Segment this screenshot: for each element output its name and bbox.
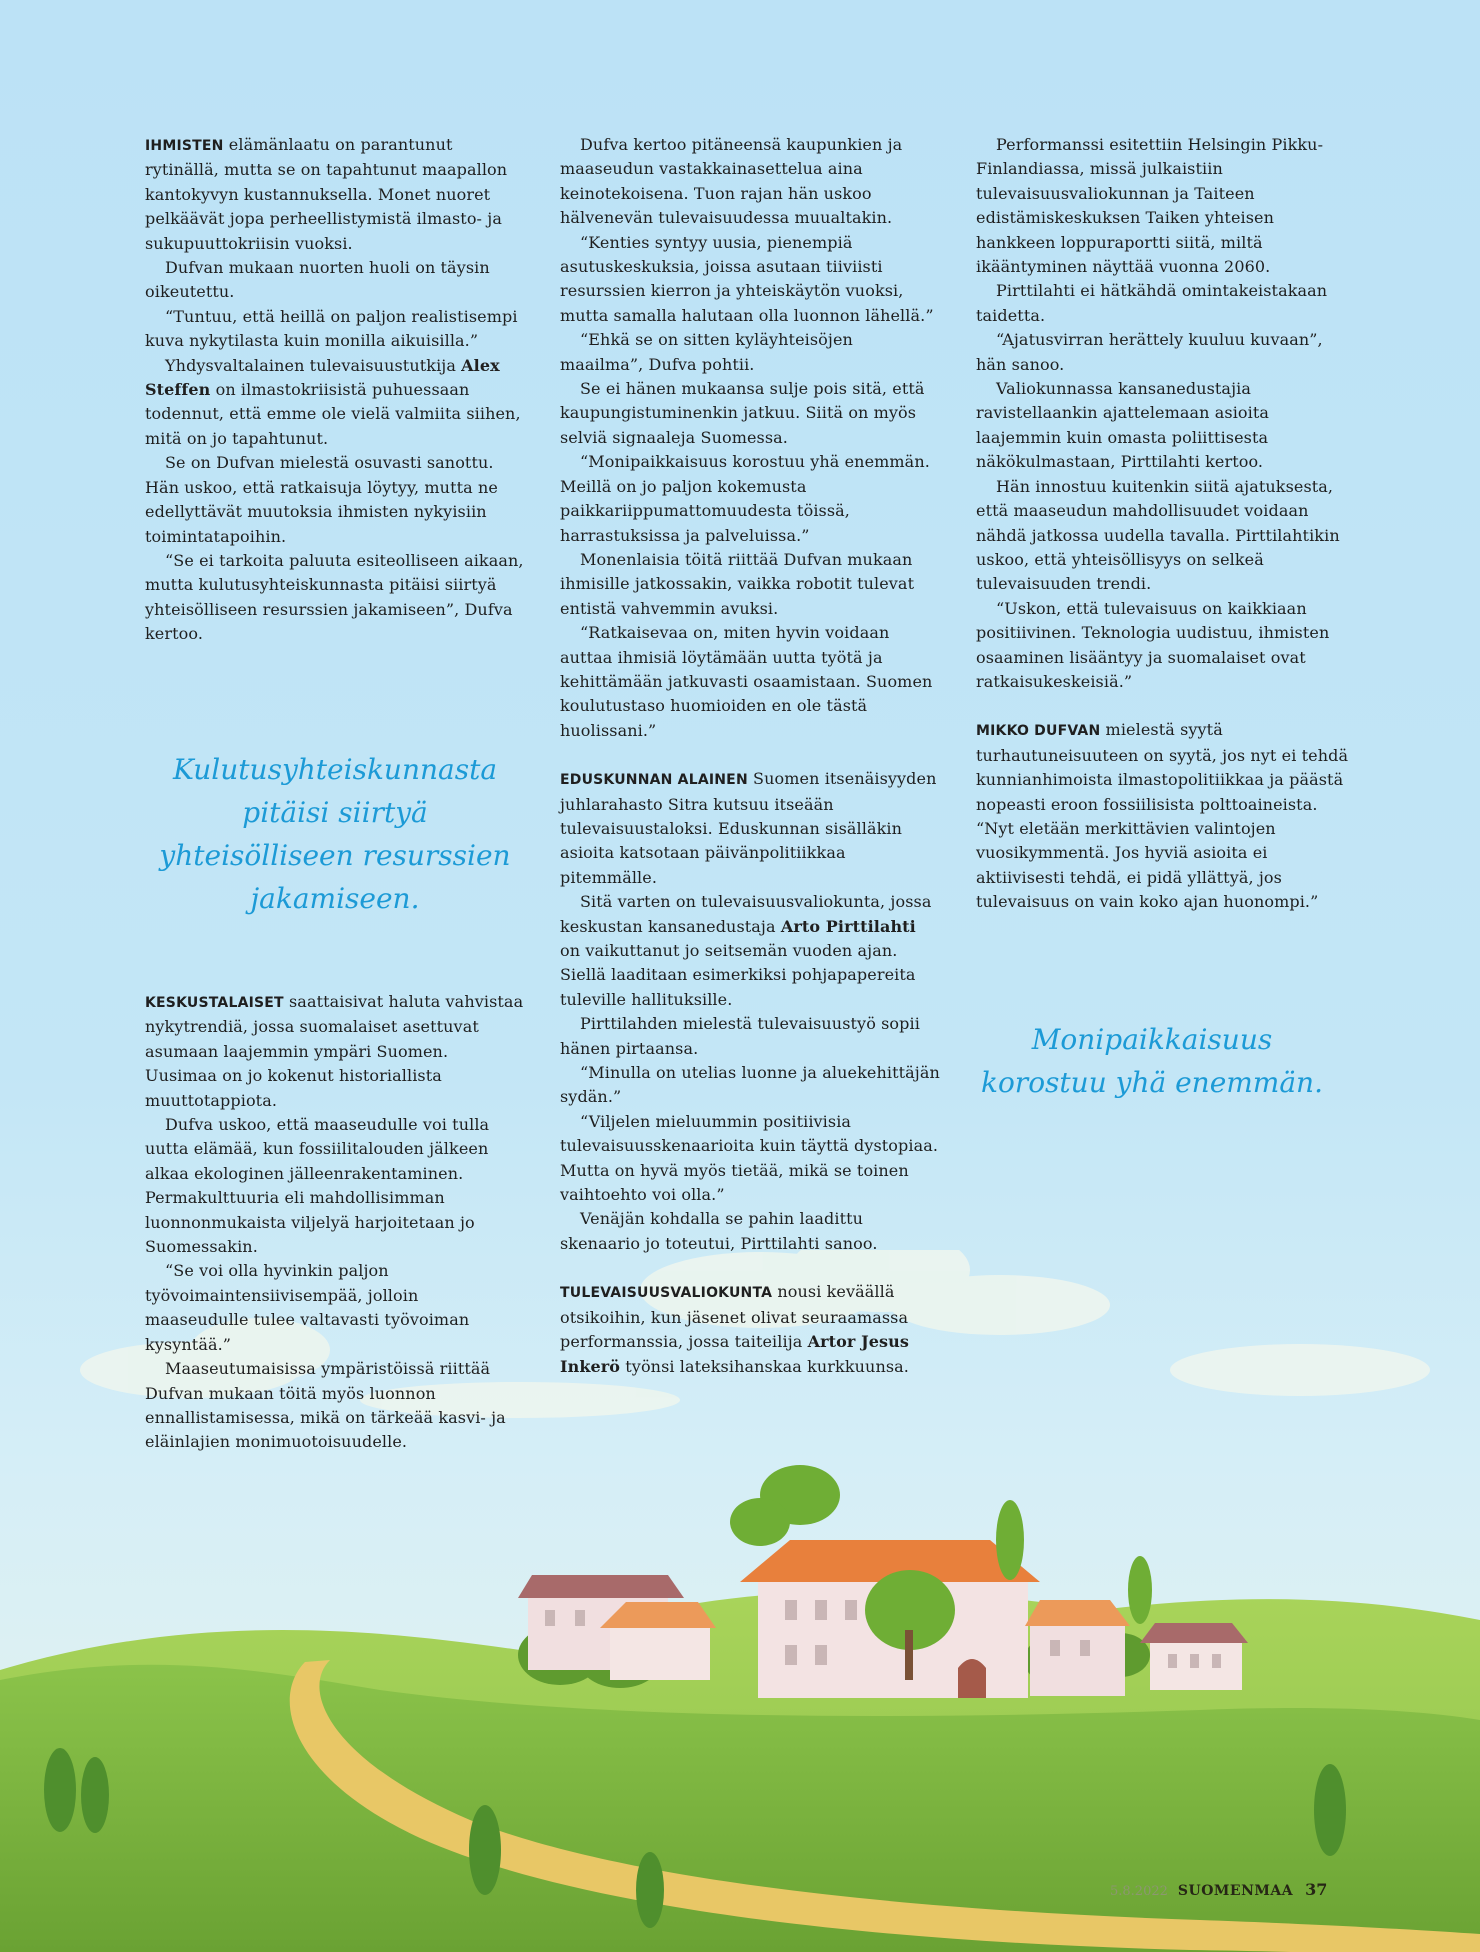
lead-in: MIKKO DUFVAN <box>976 723 1101 740</box>
paragraph <box>560 1280 940 1379</box>
paragraph: Maaseutumaisissa ympäristöissä riittää Dufvan mukaan töitä myös luonnon ennallistamisessa, mikä on tärkeää kasvi- ja eläinlajien monimuotoisuudelle. <box>145 1359 506 1452</box>
page-number: 37 <box>1305 1880 1328 1899</box>
paragraph-text: saattaisivat haluta vahvistaa nykytrendiä, jossa suomalaiset asettuvat asumaan laajemmin ympäri Suomen. Uusimaa on jo kokenut historiallista muuttotappiota. <box>145 992 524 1110</box>
paragraph-text: on ilmastokriisistä puhuessaan todennut, että emme ole vielä valmiita siihen, mitä on jo tapahtunut. <box>145 380 521 448</box>
paragraph: Valiokunnassa kansanedustajia ravistellaankin ajattelemaan asioita laajemmin kuin omasta poliittisesta näkökulmastaan, Pirttilahti kertoo. <box>976 379 1270 472</box>
paragraph <box>976 718 1356 817</box>
paragraph: Performanssi esitettiin Helsingin Pikku-Finlandiassa, missä julkaistiin tulevaisuusvaliokunnan ja Taiteen edistämiskeskuksen Taiken yhteisen hankkeen loppuraportti siitä, miltä ikääntyminen näyttää vuonna 2060. <box>976 135 1324 277</box>
paragraph-text: on vaikuttanut jo seitsemän vuoden ajan. Siellä laaditaan esimerkiksi pohjapapereita tuleville hallituksille. <box>560 941 916 1009</box>
paragraph: Se on Dufvan mielestä osuvasti sanottu. Hän uskoo, että ratkaisuja löytyy, mutta ne edellyttävät muutoksia ihmisten nykyisiin toimintatapoihin. <box>145 453 498 546</box>
paragraph: Hän innostuu kuitenkin siitä ajatuksesta, että maaseudun mahdollisuudet voidaan nähdä jatkossa uudella tavalla. Pirttilahtikin uskoo, että yhteisöllisyys on selkeä tulevaisuuden trendi. <box>976 476 1340 594</box>
paragraph <box>145 354 525 452</box>
paragraph: “Ehkä se on sitten kyläyhteisöjen maailma”, Dufva pohtii. <box>560 330 853 374</box>
page-footer <box>1110 1880 1327 1900</box>
paragraph: “Viljelen mieluummin positiivisia tulevaisuusskenaarioita kuin täyttä dystopiaa. Mutta on hyvä myös tietää, mikä se toinen vaihtoehto voi olla.” <box>560 1111 939 1205</box>
paragraph: Se ei hänen mukaansa sulje pois sitä, että kaupungistuminenkin jatkuu. Siitä on myös selviä signaaleja Suomessa. <box>560 379 925 447</box>
paragraph-text: elämänlaatu on parantunut rytinällä, mutta se on tapahtunut maapallon kantokyvyn kustannuksella. Monet nuoret pelkäävät jopa perheellistymistä ilmasto- ja sukupuuttokriisin vuoksi. <box>145 135 508 253</box>
paragraph-text: mielestä syytä turhautuneisuuteen on syytä, jos nyt ei tehdä kunnianhimoista ilmastopolitiikkaa ja päästä nopeasti eroon fossiilisista polttoaineista. <box>976 720 1349 814</box>
lead-in: IHMISTEN <box>145 138 224 154</box>
lead-in: KESKUSTALAISET <box>145 995 284 1011</box>
paragraph: “Monipaikkaisuus korostuu yhä enemmän. Meillä on jo paljon kokemusta paikkariippumattomuudesta töissä, harrastuksissa ja palveluissa.” <box>560 452 930 545</box>
paragraph: “Tuntuu, että heillä on paljon realistisempi kuva nykytilasta kuin monilla aikuisilla.” <box>145 306 518 351</box>
paragraph <box>560 767 940 890</box>
paragraph <box>145 133 525 256</box>
paragraph: Venäjän kohdalla se pahin laadittu skenaario jo toteutui, Pirttilahti sanoo. <box>560 1209 878 1253</box>
pull-quote: Kulutusyhteiskunnasta pitäisi siirtyä yhteisölliseen resurssien jakamiseen. <box>159 753 511 915</box>
paragraph: “Kenties syntyy uusia, pienempiä asutuskeskuksia, joissa asutaan tiiviisti resurssien kierron ja yhteiskäytön vuoksi, mutta samalla halutaan olla luonnon lähellä.” <box>560 232 934 325</box>
issue-date: 5.8.2022 <box>1110 1884 1168 1899</box>
lead-in: EDUSKUNNAN ALAINEN <box>560 772 748 789</box>
person-name: Alex Steffen <box>145 355 500 400</box>
paragraph: Monenlaisia töitä riittää Dufvan mukaan ihmisille jatkossakin, vaikka robotit tulevat entistä vahvemmin avuksi. <box>560 549 915 618</box>
paragraph <box>145 990 525 1113</box>
paragraph: Pirttilahden mielestä tulevaisuustyö sopii hänen pirtaansa. <box>560 1014 920 1058</box>
paragraph-text: nousi keväällä otsikoihin, kun jäsenet olivat seuraamassa performanssia, jossa taiteilija <box>560 1282 909 1352</box>
paragraph: Dufvan mukaan nuorten huoli on täysin oikeutettu. <box>145 258 490 302</box>
paragraph: Pirttilahti ei hätkähdä omintakeistakaan taidetta. <box>976 281 1328 325</box>
lead-in: TULEVAISUUSVALIOKUNTA <box>560 1285 773 1302</box>
paragraph: Dufva kertoo pitäneensä kaupunkien ja maaseudun vastakkainasettelua aina keinotekoisena. Tuon rajan hän uskoo hälvenevän tulevaisuudessa muualtakin. <box>560 135 903 228</box>
paragraph: “Ajatusvirran herättely kuuluu kuvaan”, hän sanoo. <box>976 330 1323 374</box>
magazine-name: SUOMENMAA <box>1177 1883 1294 1899</box>
paragraph-text: Yhdysvaltalainen tulevaisuustutkija <box>165 355 462 375</box>
paragraph: “Se ei tarkoita paluuta esiteolliseen aikaan, mutta kulutusyhteiskunnasta pitäisi siirtyä yhteisölliseen resurssien jakamiseen”, Dufva kertoo. <box>145 550 524 644</box>
paragraph: “Se voi olla hyvinkin paljon työvoimaintensiivisempää, jolloin maaseudulle tulee valtavasti työvoiman kysyntää.” <box>145 1261 470 1354</box>
paragraph: “Nyt eletään merkittävien valintojen vuosikymmentä. Jos hyviä asioita ei aktiivisesti tehdä, ei pidä yllättyä, jos tulevaisuus on vain koko ajan huonompi.” <box>976 818 1319 912</box>
paragraph: “Ratkaisevaa on, miten hyvin voidaan auttaa ihmisiä löytämään uutta työtä ja kehittämään jatkuvasti osaamistaan. Suomen koulutustaso huomioiden en ole tästä huolissani.” <box>560 623 933 740</box>
paragraph: “Uskon, että tulevaisuus on kaikkiaan positiivinen. Teknologia uudistuu, ihmisten osaaminen lisääntyy ja suomalaiset ovat ratkaisukeskeisiä.” <box>976 598 1330 691</box>
paragraph <box>560 890 940 1012</box>
paragraph-text: Sitä varten on tulevaisuusvaliokunta, jossa keskustan kansanedustaja <box>560 892 932 936</box>
pull-quote: Monipaikkaisuus korostuu yhä enemmän. <box>980 1023 1323 1099</box>
paragraph-text: Suomen itsenäisyyden juhlarahasto Sitra kutsuu itseään tulevaisuustaloksi. Eduskunnan sisälläkin asioita katsotaan päivänpolitiikkaa pitemmälle. <box>560 769 937 887</box>
person-name: Artor Jesus Inkerö <box>560 1332 909 1376</box>
paragraph-text: työnsi lateksihanskaa kurkkuunsa. <box>620 1356 909 1376</box>
article-column-2 <box>560 133 940 1379</box>
paragraph: Dufva uskoo, että maaseudulle voi tulla uutta elämää, kun fossiilitalouden jälkeen alkaa ekologinen jälleenrakentaminen. Permakulttuuria eli mahdollisimman luonnonmukaista viljelyä harjoitetaan jo Suomessakin. <box>145 1115 490 1257</box>
article-column-3 <box>976 133 1356 915</box>
article-column-1 <box>145 133 525 647</box>
article-column-1-lower <box>145 990 525 1455</box>
person-name: Arto Pirttilahti <box>780 916 916 936</box>
paragraph: “Minulla on utelias luonne ja aluekehittäjän sydän.” <box>560 1063 940 1107</box>
